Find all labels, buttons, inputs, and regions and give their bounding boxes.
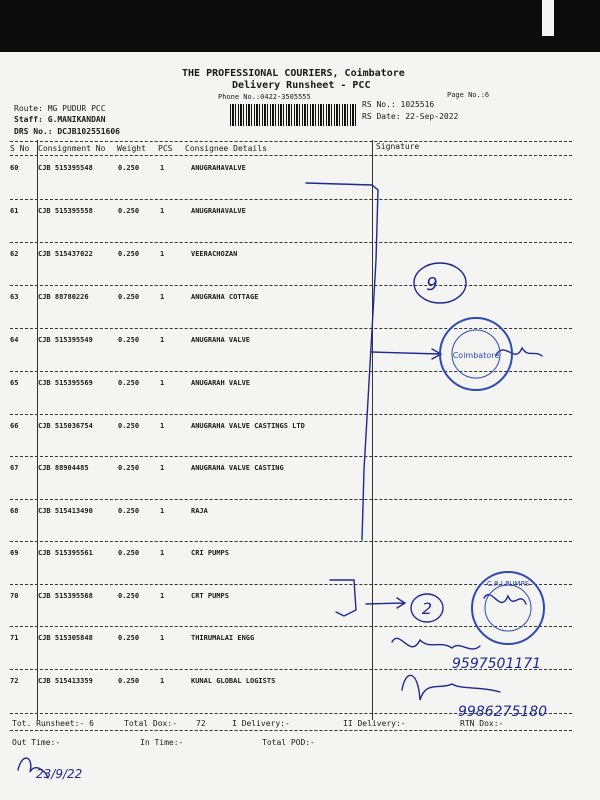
row-weight: 0.250 — [118, 336, 140, 344]
handwritten-9: 9 — [426, 274, 438, 295]
row-consignment: CJB 88904485 — [38, 464, 89, 472]
drs-number: DRS No.: DCJB102551606 — [14, 127, 120, 136]
row-consignment: CJB 515413359 — [38, 677, 93, 685]
total-dox-label: Total Dox:- — [124, 719, 177, 728]
row-consignment: CJB 515395548 — [38, 164, 93, 172]
table-row — [0, 507, 600, 549]
out-time: Out Time:- — [12, 738, 61, 747]
runsheet-title: Delivery Runsheet - PCC — [232, 80, 371, 91]
row-weight: 0.250 — [118, 164, 140, 172]
ii-delivery: II Delivery:- — [343, 719, 406, 728]
row-weight: 0.250 — [118, 293, 140, 301]
row-consignee: ANUGRAHA VALVE CASTINGS LTD — [191, 422, 305, 430]
row-sno: 65 — [10, 379, 19, 387]
col-consignment: Consignment No — [38, 144, 106, 153]
row-sno: 63 — [10, 293, 19, 301]
row-pcs: 1 — [160, 677, 165, 685]
row-weight: 0.250 — [118, 464, 140, 472]
company-name: THE PROFESSIONAL COURIERS, Coimbatore — [182, 68, 405, 79]
row-consignment: CJB 515395558 — [38, 207, 93, 215]
rs-number: RS No.: 1025516 — [362, 100, 435, 109]
row-consignment: CJB 88780226 — [38, 293, 89, 301]
row-separator — [10, 541, 572, 542]
row-pcs: 1 — [160, 164, 165, 172]
row-sno: 71 — [10, 634, 19, 642]
stamp-text: Coimbatore — [452, 351, 500, 360]
row-consignee: RAJA — [191, 507, 208, 515]
row-pcs: 1 — [160, 336, 165, 344]
row-pcs: 1 — [160, 634, 165, 642]
footer-rule — [10, 730, 572, 731]
row-separator — [10, 626, 572, 627]
total-dox-value: 72 — [196, 719, 206, 728]
row-pcs: 1 — [160, 592, 165, 600]
row-separator — [10, 499, 572, 500]
date-signature-scribble — [18, 758, 48, 778]
in-time: In Time:- — [140, 738, 184, 747]
row-consignee: CRI PUMPS — [191, 549, 229, 557]
row-consignment: CJB 515395568 — [38, 592, 93, 600]
row-weight: 0.250 — [118, 422, 140, 430]
row-sno: 64 — [10, 336, 19, 344]
page-number: Page No.:6 — [447, 91, 490, 99]
row-pcs: 1 — [160, 464, 165, 472]
col-weight: Weight — [117, 144, 146, 153]
row-separator — [10, 713, 572, 714]
row-consignee: ANUGRAHA COTTAGE — [191, 293, 259, 301]
row-consignment: CJB 515395549 — [38, 336, 93, 344]
row-separator — [10, 414, 572, 415]
row-pcs: 1 — [160, 422, 165, 430]
row-separator — [10, 456, 572, 457]
row-pcs: 1 — [160, 379, 165, 387]
row-consignment: CJB 515413490 — [38, 507, 93, 515]
row-sno: 60 — [10, 164, 19, 172]
row-weight: 0.250 — [118, 250, 140, 258]
row-weight: 0.250 — [118, 507, 140, 515]
row-consignment: CJB 515036754 — [38, 422, 93, 430]
row-consignee: ANUGRAHA VALVE — [191, 336, 251, 344]
row-consignment: CJB 515395561 — [38, 549, 93, 557]
staff: Staff: G.MANIKANDAN — [14, 115, 106, 124]
row-separator — [10, 285, 572, 286]
table-row — [0, 592, 600, 634]
rtn-dox: RTN Dox:- — [460, 719, 504, 728]
rs-date: RS Date: 22-Sep-2022 — [362, 112, 459, 121]
row-consignee: KUNAL GLOBAL LOGISTS — [191, 677, 276, 685]
handwritten-phone-1: 9597501171 — [452, 656, 542, 672]
row-consignee: ANUGARAH VALVE — [191, 379, 251, 387]
row-consignment: CJB 515395569 — [38, 379, 93, 387]
row-sno: 62 — [10, 250, 19, 258]
header-rule-bottom — [10, 155, 572, 156]
row-pcs: 1 — [160, 293, 165, 301]
barcode — [230, 104, 356, 126]
row-separator — [10, 584, 572, 585]
row-sno: 69 — [10, 549, 19, 557]
row-sno: 72 — [10, 677, 19, 685]
col-consignee: Consignee Details — [185, 144, 267, 153]
row-weight: 0.250 — [118, 549, 140, 557]
row-separator — [10, 199, 572, 200]
row-consignment: CJB 515437022 — [38, 250, 93, 258]
col-pcs: PCS — [158, 144, 173, 153]
row-weight: 0.250 — [118, 379, 140, 387]
row-weight: 0.250 — [118, 207, 140, 215]
phone-number: Phone No.:0422-3505555 — [218, 93, 311, 101]
row-consignee: ANUGRAHA VALVE CASTING — [191, 464, 284, 472]
row-consignee: VEERACHOZAN — [191, 250, 238, 258]
header-rule-top — [10, 141, 572, 142]
tot-runsheet: Tot. Runsheet:- 6 — [12, 719, 94, 728]
col-signature: Signature — [376, 142, 420, 151]
handwritten-date: 23/9/22 — [36, 767, 83, 781]
row-pcs: 1 — [160, 507, 165, 515]
row-weight: 0.250 — [118, 677, 140, 685]
row-consignee: ANUGRAHAVALVE — [191, 164, 246, 172]
scan-top-notch — [542, 0, 554, 36]
row-consignee: CRT PUMPS — [191, 592, 229, 600]
row-separator — [10, 669, 572, 670]
row-pcs: 1 — [160, 549, 165, 557]
row-pcs: 1 — [160, 250, 165, 258]
col-sno: S No — [10, 144, 30, 153]
row-sno: 68 — [10, 507, 19, 515]
table-row — [0, 422, 600, 464]
row-consignee: THIRUMALAI ENGG — [191, 634, 255, 642]
row-weight: 0.250 — [118, 634, 140, 642]
i-delivery: I Delivery:- — [232, 719, 290, 728]
handwritten-2: 2 — [421, 599, 433, 618]
row-separator — [10, 371, 572, 372]
row-consignee: ANUGRAHAVALVE — [191, 207, 246, 215]
row-consignment: CJB 515305848 — [38, 634, 93, 642]
row-pcs: 1 — [160, 207, 165, 215]
row-separator — [10, 328, 572, 329]
total-pod: Total POD:- — [262, 738, 315, 747]
row-sno: 66 — [10, 422, 19, 430]
row-separator — [10, 242, 572, 243]
row-weight: 0.250 — [118, 592, 140, 600]
row-sno: 70 — [10, 592, 19, 600]
stamp-text: C.R.I PUMPS — [486, 580, 530, 588]
row-sno: 61 — [10, 207, 19, 215]
handwritten-phone-2: 9986275180 — [458, 704, 548, 720]
route: Route: MG PUDUR PCC — [14, 104, 106, 113]
row-sno: 67 — [10, 464, 19, 472]
scan-top-border — [0, 0, 600, 52]
